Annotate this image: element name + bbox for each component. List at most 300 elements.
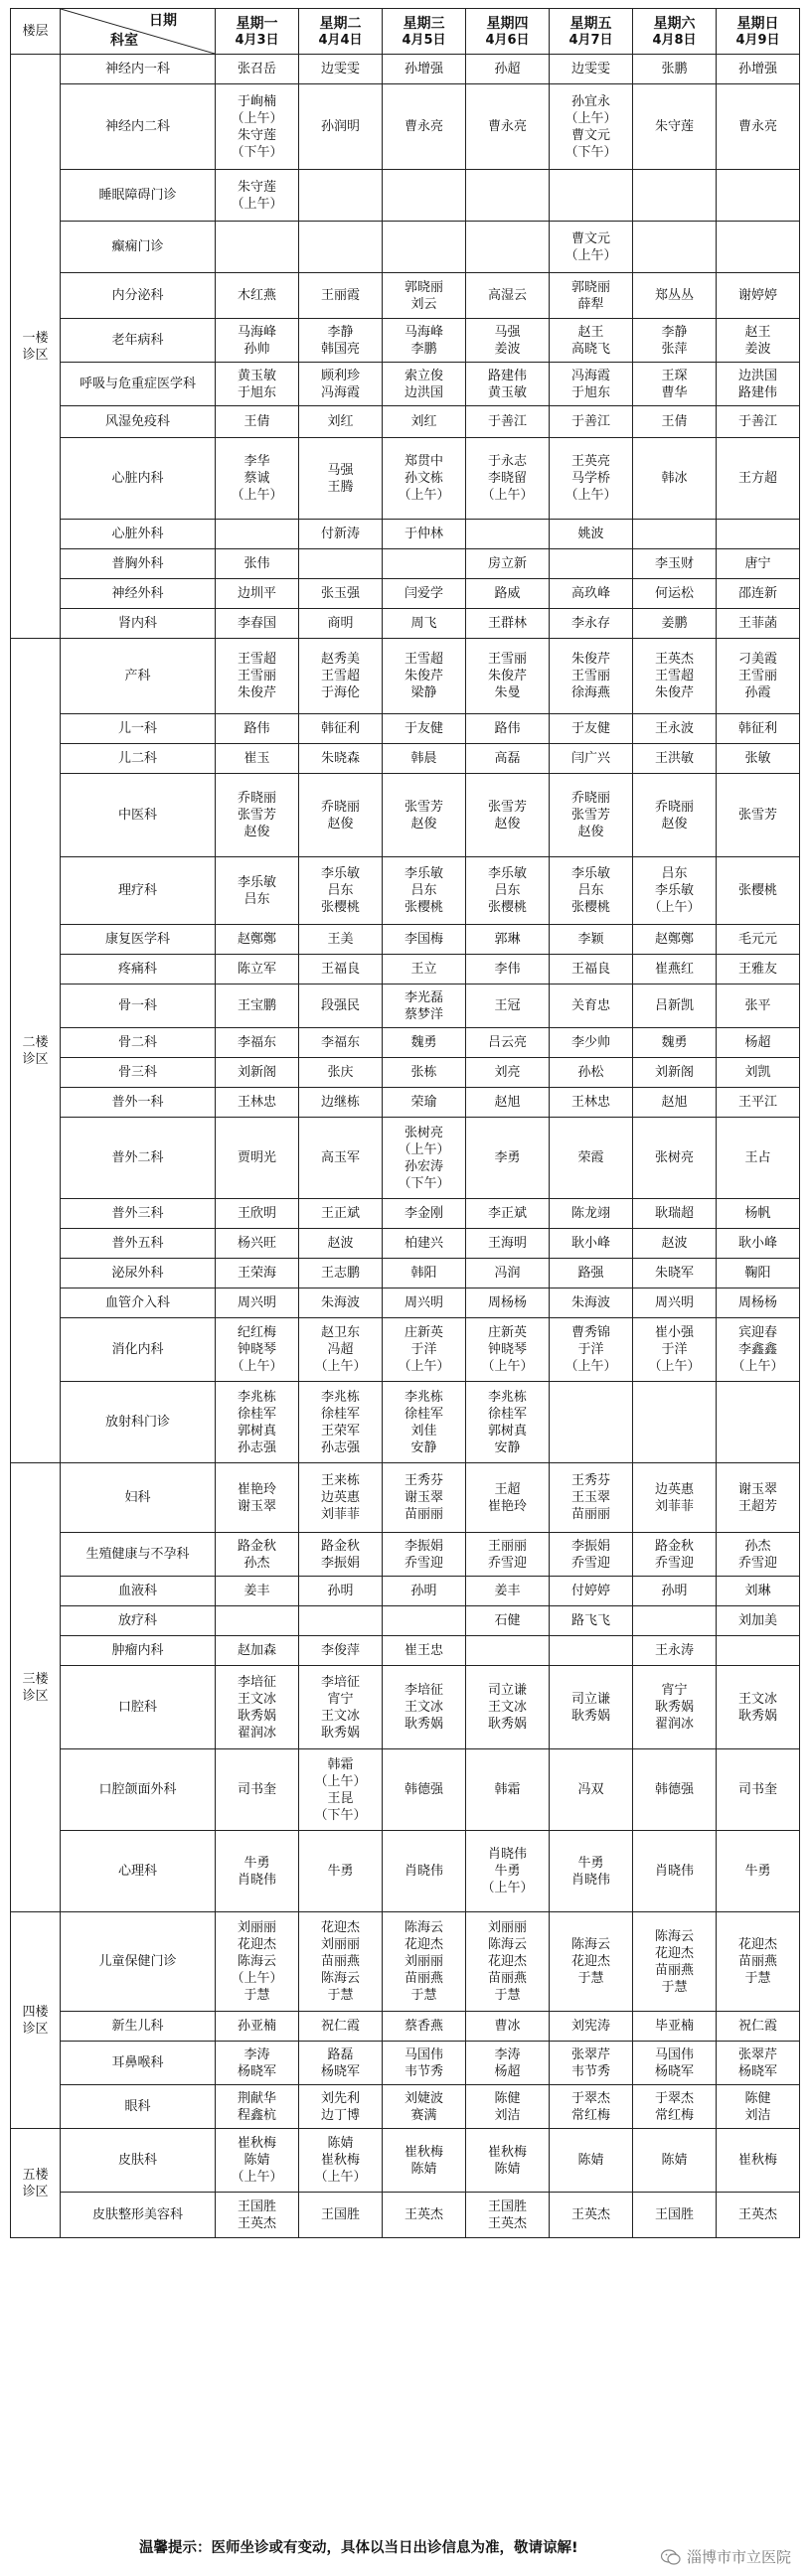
doctor-cell: 高玖峰 — [550, 579, 633, 609]
doctor-cell: 王英亮 马学桥 （上午） — [550, 438, 633, 520]
doctor-cell: 牛勇 — [717, 1831, 800, 1912]
doctor-cell: 于善江 — [550, 406, 633, 438]
doctor-cell: 于峋楠 （上午） 朱守莲 （下午） — [216, 84, 299, 170]
dept-name: 放射科门诊 — [61, 1382, 216, 1463]
dept-row — [11, 1318, 800, 1382]
doctor-cell: 花迎杰 刘丽丽 苗丽燕 陈海云 于慧 — [299, 1912, 383, 2012]
doctor-cell: 王冠 — [466, 985, 550, 1028]
doctor-cell: 李兆栋 徐桂军 郭树真 孙志强 — [216, 1382, 299, 1463]
doctor-cell: 贾明光 — [216, 1118, 299, 1199]
doctor-cell — [550, 1636, 633, 1666]
doctor-cell: 李福东 — [299, 1028, 383, 1058]
dept-name: 肿瘤内科 — [61, 1636, 216, 1666]
doctor-cell: 房立新 — [466, 549, 550, 579]
doctor-cell: 张敏 — [717, 744, 800, 774]
doctor-cell — [383, 1606, 466, 1636]
doctor-cell: 马海峰 孙帅 — [216, 319, 299, 363]
doctor-cell: 司书奎 — [216, 1749, 299, 1831]
doctor-cell: 王欣明 — [216, 1199, 299, 1229]
doctor-cell: 杨超 — [717, 1028, 800, 1058]
doctor-cell: 张樱桃 — [717, 857, 800, 925]
doctor-cell — [466, 222, 550, 273]
dept-row — [11, 1288, 800, 1318]
doctor-cell: 张庆 — [299, 1058, 383, 1088]
dept-name: 风湿免疫科 — [61, 406, 216, 438]
doctor-cell: 冯海霞 于旭东 — [550, 363, 633, 406]
doctor-cell: 刘丽丽 陈海云 花迎杰 苗丽燕 于慧 — [466, 1912, 550, 2012]
day-header-4 — [550, 9, 633, 55]
day-date: 4月7日 — [568, 32, 613, 48]
doctor-cell: 曹永亮 — [383, 84, 466, 170]
doctor-cell: 王国胜 王英杰 — [466, 2193, 550, 2238]
doctor-cell: 崔燕红 — [633, 955, 717, 985]
doctor-cell: 李静 韩国亮 — [299, 319, 383, 363]
dept-row — [11, 438, 800, 520]
doctor-cell: 司立谦 王文冰 耿秀娲 — [466, 1666, 550, 1749]
doctor-cell: 张树亮 （上午） 孙宏涛 （下午） — [383, 1118, 466, 1199]
doctor-cell — [216, 520, 299, 549]
doctor-cell: 黄玉敏 于旭东 — [216, 363, 299, 406]
doctor-cell: 周兴明 — [633, 1288, 717, 1318]
floor-cell: 三楼 诊区 — [11, 1463, 61, 1912]
doctor-cell: 李勇 — [466, 1118, 550, 1199]
doctor-cell: 毕亚楠 — [633, 2012, 717, 2042]
doctor-cell: 王荣海 — [216, 1259, 299, 1288]
dept-name: 神经内二科 — [61, 84, 216, 170]
doctor-cell: 王美 — [299, 925, 383, 955]
doctor-cell: 王洪敏 — [633, 744, 717, 774]
doctor-cell: 刘凯 — [717, 1058, 800, 1088]
doctor-cell: 李乐敏 吕东 张樱桃 — [550, 857, 633, 925]
doctor-cell — [633, 170, 717, 222]
doctor-cell: 李乐敏 吕东 张樱桃 — [466, 857, 550, 925]
dept-name: 普外一科 — [61, 1088, 216, 1118]
dept-row — [11, 1666, 800, 1749]
doctor-cell: 周杨杨 — [717, 1288, 800, 1318]
day-header-6 — [717, 9, 800, 55]
doctor-cell — [550, 170, 633, 222]
doctor-cell: 李兆栋 徐桂军 郭树真 安静 — [466, 1382, 550, 1463]
doctor-cell: 曹永亮 — [466, 84, 550, 170]
doctor-cell: 于仲林 — [383, 520, 466, 549]
doctor-cell: 冯润 — [466, 1259, 550, 1288]
doctor-cell: 于善江 — [717, 406, 800, 438]
doctor-cell: 牛勇 肖晓伟 — [216, 1831, 299, 1912]
dept-row — [11, 1199, 800, 1229]
date-label: 日期 — [149, 13, 177, 29]
dept-name: 普外二科 — [61, 1118, 216, 1199]
doctor-cell — [216, 1606, 299, 1636]
dept-name: 癫痫门诊 — [61, 222, 216, 273]
dept-row — [11, 2085, 800, 2129]
header-row — [11, 9, 800, 55]
dept-row — [11, 2129, 800, 2193]
doctor-cell — [633, 1606, 717, 1636]
doctor-cell: 乔晓丽 赵俊 — [633, 774, 717, 857]
dept-row — [11, 1088, 800, 1118]
dept-row — [11, 84, 800, 170]
dept-name: 皮肤整形美容科 — [61, 2193, 216, 2238]
footer-tip: 温馨提示：医师坐诊或有变动，具体以当日出诊信息为准，敬请谅解! — [139, 2540, 578, 2556]
dept-row — [11, 1606, 800, 1636]
dept-name: 妇科 — [61, 1463, 216, 1533]
doctor-cell: 王超 崔艳玲 — [466, 1463, 550, 1533]
doctor-cell: 朱守莲 （上午） — [216, 170, 299, 222]
doctor-cell: 赵鄭鄭 — [633, 925, 717, 955]
dept-row — [11, 639, 800, 714]
doctor-cell: 司书奎 — [717, 1749, 800, 1831]
doctor-cell: 张召岳 — [216, 55, 299, 84]
dept-name: 消化内科 — [61, 1318, 216, 1382]
doctor-cell: 高湿云 — [466, 273, 550, 319]
doctor-cell: 吕新凯 — [633, 985, 717, 1028]
doctor-cell — [550, 1382, 633, 1463]
dept-row — [11, 273, 800, 319]
doctor-cell: 郑贯中 孙文栋 （上午） — [383, 438, 466, 520]
day-header-1 — [299, 9, 383, 55]
doctor-cell: 马国伟 杨晓军 — [633, 2042, 717, 2085]
doctor-cell: 李光磊 蔡梦洋 — [383, 985, 466, 1028]
doctor-cell: 王立 — [383, 955, 466, 985]
doctor-cell — [717, 1382, 800, 1463]
dept-row — [11, 1577, 800, 1606]
day-name: 星期日 — [736, 15, 779, 32]
doctor-cell: 王英杰 — [383, 2193, 466, 2238]
day-name: 星期六 — [653, 15, 696, 32]
doctor-cell: 于翠杰 常红梅 — [550, 2085, 633, 2129]
dept-name: 生殖健康与不孕科 — [61, 1533, 216, 1577]
doctor-cell: 牛勇 肖晓伟 — [550, 1831, 633, 1912]
schedule-wrapper — [10, 8, 799, 2238]
doctor-cell: 李乐敏 吕东 张樱桃 — [383, 857, 466, 925]
dept-row — [11, 1229, 800, 1259]
doctor-cell: 马海峰 李鹏 — [383, 319, 466, 363]
doctor-cell: 赵王 高晓飞 — [550, 319, 633, 363]
doctor-cell: 王国胜 王英杰 — [216, 2193, 299, 2238]
dept-name: 普外五科 — [61, 1229, 216, 1259]
doctor-cell: 姜鹏 — [633, 609, 717, 639]
dept-name: 老年病科 — [61, 319, 216, 363]
doctor-cell: 王倩 — [216, 406, 299, 438]
doctor-cell: 赵波 — [633, 1229, 717, 1259]
dept-name: 呼吸与危重症医学科 — [61, 363, 216, 406]
doctor-cell: 闫广兴 — [550, 744, 633, 774]
doctor-cell: 张伟 — [216, 549, 299, 579]
dept-row — [11, 609, 800, 639]
doctor-cell: 朱俊芹 王雪丽 徐海燕 — [550, 639, 633, 714]
doctor-cell — [466, 1636, 550, 1666]
dept-row — [11, 222, 800, 273]
dept-row — [11, 1912, 800, 2012]
dept-row — [11, 857, 800, 925]
doctor-cell: 司立谦 耿秀娲 — [550, 1666, 633, 1749]
doctor-cell: 纪红梅 钟晓琴 （上午） — [216, 1318, 299, 1382]
dept-name: 普外三科 — [61, 1199, 216, 1229]
doctor-cell: 韩征利 — [717, 714, 800, 744]
doctor-cell: 周飞 — [383, 609, 466, 639]
doctor-cell: 王平江 — [717, 1088, 800, 1118]
dept-name: 泌尿外科 — [61, 1259, 216, 1288]
floor-header: 楼层 — [11, 9, 61, 55]
dept-row — [11, 406, 800, 438]
doctor-cell: 韩晨 — [383, 744, 466, 774]
dept-row — [11, 1831, 800, 1912]
doctor-cell: 边雯雯 — [550, 55, 633, 84]
doctor-cell: 刘新阁 — [633, 1058, 717, 1088]
doctor-cell: 毛元元 — [717, 925, 800, 955]
doctor-cell: 谢婷婷 — [717, 273, 800, 319]
doctor-cell: 孙增强 — [717, 55, 800, 84]
doctor-cell: 王正斌 — [299, 1199, 383, 1229]
doctor-cell: 关育忠 — [550, 985, 633, 1028]
doctor-cell: 庄新英 于洋 （上午） — [383, 1318, 466, 1382]
doctor-cell: 李永存 — [550, 609, 633, 639]
doctor-cell: 赵王 姜波 — [717, 319, 800, 363]
doctor-cell: 何运松 — [633, 579, 717, 609]
doctor-cell: 王福良 — [550, 955, 633, 985]
doctor-cell: 崔小强 于洋 （上午） — [633, 1318, 717, 1382]
dept-row — [11, 1463, 800, 1533]
doctor-cell: 于友健 — [550, 714, 633, 744]
doctor-cell: 王林忠 — [216, 1088, 299, 1118]
doctor-cell: 刘红 — [299, 406, 383, 438]
doctor-cell: 李少帅 — [550, 1028, 633, 1058]
doctor-cell: 张栋 — [383, 1058, 466, 1088]
doctor-cell: 付新涛 — [299, 520, 383, 549]
day-date: 4月4日 — [318, 32, 363, 48]
doctor-cell: 姜丰 — [466, 1577, 550, 1606]
doctor-cell: 肖晓伟 — [633, 1831, 717, 1912]
doctor-cell: 陈海云 花迎杰 于慧 — [550, 1912, 633, 2012]
day-date: 4月3日 — [235, 32, 279, 48]
doctor-cell — [633, 222, 717, 273]
doctor-cell: 刘丽丽 花迎杰 陈海云 （上午） 于慧 — [216, 1912, 299, 2012]
doctor-cell — [717, 1636, 800, 1666]
doctor-cell: 赵秀美 王雪超 于海伦 — [299, 639, 383, 714]
doctor-cell: 王雪超 王雪丽 朱俊芹 — [216, 639, 299, 714]
doctor-cell: 陈婧 — [550, 2129, 633, 2193]
dept-row — [11, 1028, 800, 1058]
doctor-cell: 郭琳 — [466, 925, 550, 955]
doctor-cell: 边洪国 路建伟 — [717, 363, 800, 406]
doctor-cell: 王雪超 朱俊芹 梁静 — [383, 639, 466, 714]
doctor-cell: 刘红 — [383, 406, 466, 438]
floor-cell: 五楼 诊区 — [11, 2129, 61, 2238]
day-name: 星期二 — [319, 15, 362, 32]
doctor-cell: 王英杰 — [717, 2193, 800, 2238]
doctor-cell: 王倩 — [633, 406, 717, 438]
day-date: 4月8日 — [652, 32, 697, 48]
doctor-cell: 祝仁霞 — [299, 2012, 383, 2042]
doctor-cell: 路建伟 黄玉敏 — [466, 363, 550, 406]
doctor-cell: 于翠杰 常红梅 — [633, 2085, 717, 2129]
dept-name: 儿童保健门诊 — [61, 1912, 216, 2012]
doctor-cell: 李振娟 乔雪迎 — [550, 1533, 633, 1577]
doctor-cell: 李伟 — [466, 955, 550, 985]
doctor-cell: 朱晓森 — [299, 744, 383, 774]
doctor-cell: 王福良 — [299, 955, 383, 985]
doctor-cell: 路飞飞 — [550, 1606, 633, 1636]
doctor-cell: 赵卫东 冯超 （上午） — [299, 1318, 383, 1382]
doctor-cell: 王菲菡 — [717, 609, 800, 639]
doctor-cell: 李正斌 — [466, 1199, 550, 1229]
doctor-cell: 杨帆 — [717, 1199, 800, 1229]
doctor-cell: 马国伟 韦节秀 — [383, 2042, 466, 2085]
dept-name: 血管介入科 — [61, 1288, 216, 1318]
doctor-cell: 李培征 王文冰 耿秀娲 翟润冰 — [216, 1666, 299, 1749]
doctor-cell: 张翠芹 杨晓军 — [717, 2042, 800, 2085]
doctor-cell: 曹永亮 — [717, 84, 800, 170]
doctor-cell: 王丽霞 — [299, 273, 383, 319]
doctor-cell — [550, 549, 633, 579]
doctor-cell — [466, 170, 550, 222]
doctor-cell: 张平 — [717, 985, 800, 1028]
doctor-cell: 李乐敏 吕东 — [216, 857, 299, 925]
doctor-cell: 李静 张萍 — [633, 319, 717, 363]
doctor-cell: 陈海云 花迎杰 苗丽燕 于慧 — [633, 1912, 717, 2012]
doctor-cell: 谢玉翠 王超芳 — [717, 1463, 800, 1533]
doctor-cell: 王海明 — [466, 1229, 550, 1259]
dept-row — [11, 55, 800, 84]
dept-name: 神经外科 — [61, 579, 216, 609]
doctor-cell: 孙明 — [299, 1577, 383, 1606]
doctor-cell: 路金秋 乔雪迎 — [633, 1533, 717, 1577]
doctor-cell: 朱晓军 — [633, 1259, 717, 1288]
dept-name: 口腔科 — [61, 1666, 216, 1749]
doctor-cell: 李春国 — [216, 609, 299, 639]
doctor-cell: 马强 王腾 — [299, 438, 383, 520]
dept-row — [11, 925, 800, 955]
doctor-cell: 孙松 — [550, 1058, 633, 1088]
doctor-cell: 乔晓丽 赵俊 — [299, 774, 383, 857]
doctor-cell: 孙润明 — [299, 84, 383, 170]
doctor-cell: 王来栋 边英惠 刘菲菲 — [299, 1463, 383, 1533]
doctor-cell: 鞠阳 — [717, 1259, 800, 1288]
dept-name: 新生儿科 — [61, 2012, 216, 2042]
dept-name: 骨三科 — [61, 1058, 216, 1088]
doctor-cell: 肖晓伟 牛勇 （上午） — [466, 1831, 550, 1912]
doctor-cell: 宾迎春 李鑫鑫 （上午） — [717, 1318, 800, 1382]
doctor-cell: 王占 — [717, 1118, 800, 1199]
doctor-cell: 马强 姜波 — [466, 319, 550, 363]
doctor-cell: 高磊 — [466, 744, 550, 774]
doctor-cell: 路磊 杨晓军 — [299, 2042, 383, 2085]
doctor-cell: 李福东 — [216, 1028, 299, 1058]
dept-name: 心脏外科 — [61, 520, 216, 549]
doctor-cell: 孙明 — [633, 1577, 717, 1606]
day-name: 星期一 — [236, 15, 278, 32]
dept-name: 骨一科 — [61, 985, 216, 1028]
doctor-cell: 崔秋梅 陈婧 — [466, 2129, 550, 2193]
doctor-cell: 李振娟 乔雪迎 — [383, 1533, 466, 1577]
doctor-cell: 李涛 杨超 — [466, 2042, 550, 2085]
doctor-cell: 乔晓丽 张雪芳 赵俊 — [216, 774, 299, 857]
dept-name: 放疗科 — [61, 1606, 216, 1636]
doctor-cell: 韩霜 （上午） 王昆 （下午） — [299, 1749, 383, 1831]
doctor-cell: 孙亚楠 — [216, 2012, 299, 2042]
floor-cell: 二楼 诊区 — [11, 639, 61, 1463]
dept-row — [11, 579, 800, 609]
doctor-cell: 崔秋梅 陈婧 （上午） — [216, 2129, 299, 2193]
doctor-cell: 朱海波 — [299, 1288, 383, 1318]
doctor-cell: 陈健 刘洁 — [466, 2085, 550, 2129]
doctor-cell — [383, 549, 466, 579]
dept-name: 产科 — [61, 639, 216, 714]
doctor-cell: 花迎杰 苗丽燕 于慧 — [717, 1912, 800, 2012]
doctor-cell: 宵宁 耿秀娲 翟润冰 — [633, 1666, 717, 1749]
dept-row — [11, 170, 800, 222]
doctor-cell: 于善江 — [466, 406, 550, 438]
day-header-0 — [216, 9, 299, 55]
doctor-cell: 孙增强 — [383, 55, 466, 84]
doctor-cell: 韩阳 — [383, 1259, 466, 1288]
brand-name: 淄博市市立医院 — [686, 2548, 791, 2566]
day-name: 星期四 — [486, 15, 529, 32]
doctor-cell: 崔秋梅 — [717, 2129, 800, 2193]
dept-name: 耳鼻喉科 — [61, 2042, 216, 2085]
doctor-cell: 王永涛 — [633, 1636, 717, 1666]
doctor-cell: 李金刚 — [383, 1199, 466, 1229]
doctor-cell — [299, 549, 383, 579]
doctor-cell: 王雪丽 朱俊芹 朱曼 — [466, 639, 550, 714]
dept-row — [11, 1749, 800, 1831]
doctor-cell: 王国胜 — [633, 2193, 717, 2238]
dept-row — [11, 549, 800, 579]
doctor-cell: 于友健 — [383, 714, 466, 744]
doctor-cell: 李培征 王文冰 耿秀娲 — [383, 1666, 466, 1749]
doctor-cell: 陈海云 花迎杰 刘丽丽 苗丽燕 于慧 — [383, 1912, 466, 2012]
doctor-cell: 孙明 — [383, 1577, 466, 1606]
dept-row — [11, 2042, 800, 2085]
doctor-cell: 路强 — [550, 1259, 633, 1288]
doctor-cell: 路金秋 李振娟 — [299, 1533, 383, 1577]
doctor-cell: 韩德强 — [633, 1749, 717, 1831]
doctor-cell: 周杨杨 — [466, 1288, 550, 1318]
doctor-cell: 孙杰 乔雪迎 — [717, 1533, 800, 1577]
doctor-cell: 王国胜 — [299, 2193, 383, 2238]
doctor-cell: 刘加美 — [717, 1606, 800, 1636]
doctor-cell: 周兴明 — [216, 1288, 299, 1318]
doctor-cell: 商明 — [299, 609, 383, 639]
day-header-5 — [633, 9, 717, 55]
doctor-cell: 王群林 — [466, 609, 550, 639]
dept-row — [11, 1118, 800, 1199]
doctor-cell: 乔晓丽 张雪芳 赵俊 — [550, 774, 633, 857]
doctor-cell: 李颖 — [550, 925, 633, 955]
doctor-cell: 蔡香燕 — [383, 2012, 466, 2042]
dept-name: 理疗科 — [61, 857, 216, 925]
doctor-cell: 刘先利 边丁博 — [299, 2085, 383, 2129]
doctor-cell: 赵旭 — [466, 1088, 550, 1118]
doctor-cell: 刘新阁 — [216, 1058, 299, 1088]
dept-row — [11, 2012, 800, 2042]
doctor-cell: 段强民 — [299, 985, 383, 1028]
dept-row — [11, 520, 800, 549]
dept-name: 皮肤科 — [61, 2129, 216, 2193]
doctor-cell — [383, 222, 466, 273]
dept-row — [11, 955, 800, 985]
doctor-cell: 陈健 刘洁 — [717, 2085, 800, 2129]
doctor-cell: 王文冰 耿秀娲 — [717, 1666, 800, 1749]
doctor-cell: 王秀芬 王玉翠 苗丽丽 — [550, 1463, 633, 1533]
dept-row — [11, 1259, 800, 1288]
doctor-cell: 李玉财 — [633, 549, 717, 579]
doctor-cell — [633, 520, 717, 549]
doctor-cell — [216, 222, 299, 273]
doctor-cell: 郭晓丽 薛犁 — [550, 273, 633, 319]
doctor-cell: 曹秀锦 于洋 （上午） — [550, 1318, 633, 1382]
dept-name: 儿二科 — [61, 744, 216, 774]
